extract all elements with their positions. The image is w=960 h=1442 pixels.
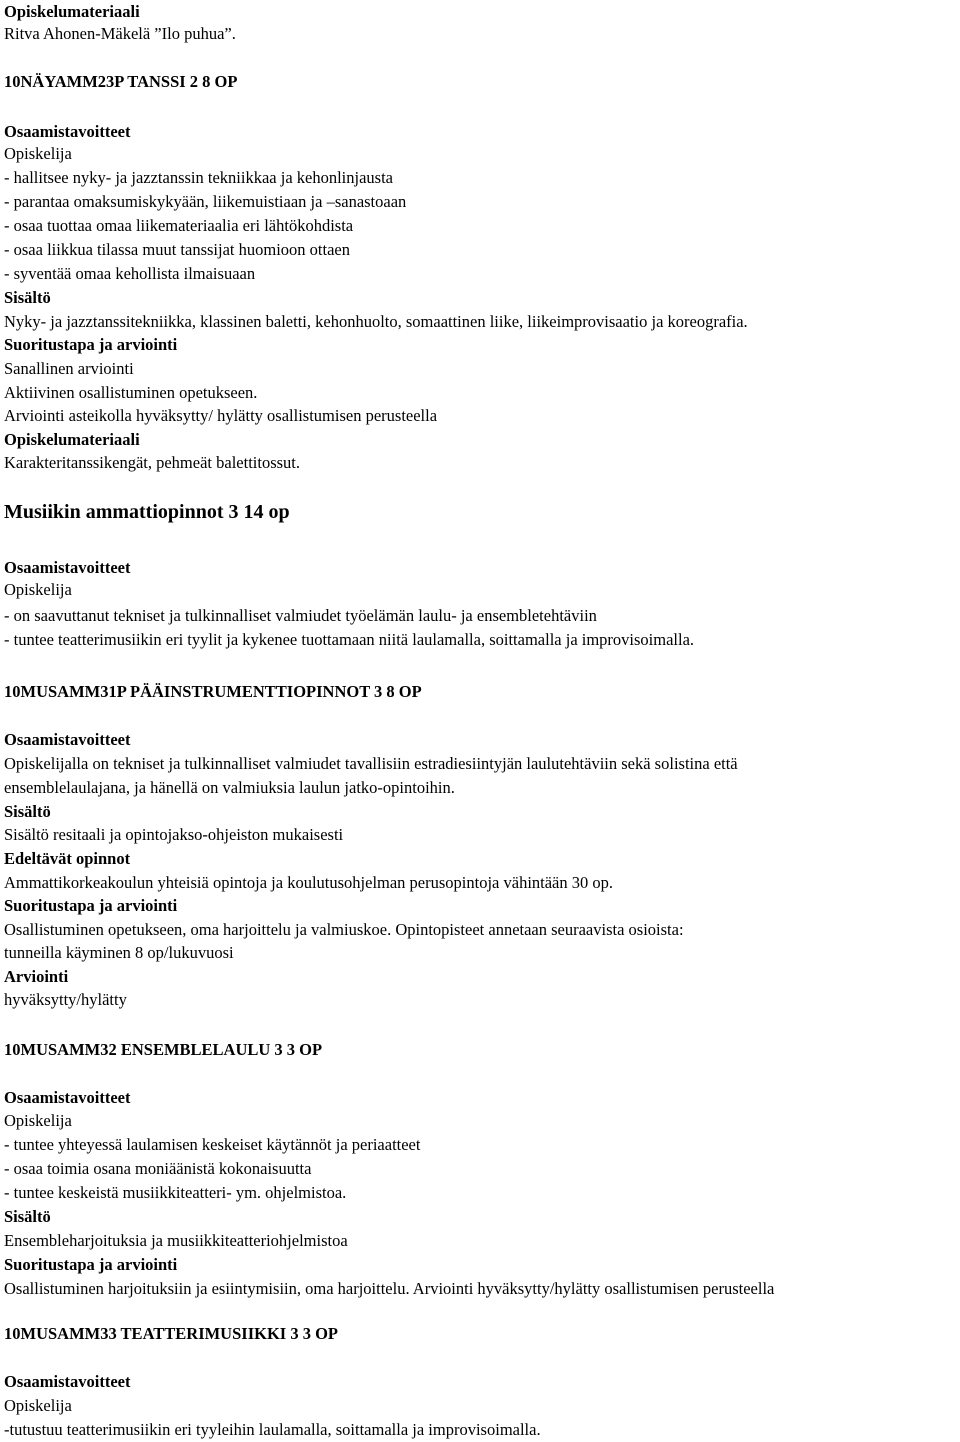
text-line: - tuntee yhteyessä laulamisen keskeiset käytännöt ja periaatteet xyxy=(4,1135,421,1154)
text-line: Karakteritanssikengät, pehmeät balettitossut. xyxy=(4,453,300,472)
course-heading: 10MUSAMM31P PÄÄINSTRUMENTTIOPINNOT 3 8 OP xyxy=(4,682,422,701)
subheading: Suoritustapa ja arviointi xyxy=(4,1255,178,1274)
subheading: Osaamistavoitteet xyxy=(4,558,131,577)
text-line: Aktiivinen osallistuminen opetukseen. xyxy=(4,383,258,402)
text-line: Ensembleharjoituksia ja musiikkiteatteriohjelmistoa xyxy=(4,1231,348,1250)
text-line: Ritva Ahonen-Mäkelä ”Ilo puhua”. xyxy=(4,24,236,43)
text-line: hyväksytty/hylätty xyxy=(4,990,127,1009)
text-line: Opiskelija xyxy=(4,144,72,163)
text-line: Osallistuminen harjoituksiin ja esiintymisiin, oma harjoittelu. Arviointi hyväksytty/hylätty osallistumisen perusteella xyxy=(4,1279,775,1298)
text-line: - osaa liikkua tilassa muut tanssijat huomioon ottaen xyxy=(4,240,350,259)
text-line: -tutustuu teatterimusiikin eri tyyleihin laulamalla, soittamalla ja improvisoimalla. xyxy=(4,1420,541,1439)
text-line: Arviointi asteikolla hyväksytty/ hylätty osallistumisen perusteella xyxy=(4,406,438,425)
subheading: Sisältö xyxy=(4,1207,51,1226)
text-line: - tuntee keskeistä musiikkiteatteri- ym. ohjelmistoa. xyxy=(4,1183,347,1202)
text-line: Ammattikorkeakoulun yhteisiä opintoja ja koulutusohjelman perusopintoja vähintään 30 op. xyxy=(4,873,614,892)
subheading: Osaamistavoitteet xyxy=(4,122,131,141)
course-heading: 10NÄYAMM23P TANSSI 2 8 OP xyxy=(4,72,238,91)
subheading: Sisältö xyxy=(4,288,51,307)
subheading: Osaamistavoitteet xyxy=(4,1088,131,1107)
section-heading: Musiikin ammattiopinnot 3 14 op xyxy=(4,501,290,523)
course-heading: 10MUSAMM33 TEATTERIMUSIIKKI 3 3 OP xyxy=(4,1324,338,1343)
text-line: - osaa toimia osana moniäänistä kokonaisuutta xyxy=(4,1159,312,1178)
text-line: Opiskelija xyxy=(4,580,72,599)
subheading: Suoritustapa ja arviointi xyxy=(4,896,178,915)
text-line: Sanallinen arviointi xyxy=(4,359,134,378)
text-line: - hallitsee nyky- ja jazztanssin tekniikkaa ja kehonlinjausta xyxy=(4,168,393,187)
text-line: - syventää omaa kehollista ilmaisuaan xyxy=(4,264,256,283)
subheading: Arviointi xyxy=(4,967,69,986)
text-line: - parantaa omaksumiskykyään, liikemuistiaan ja –sanastoaan xyxy=(4,192,407,211)
text-line: Sisältö resitaali ja opintojakso-ohjeiston mukaisesti xyxy=(4,825,344,844)
subheading: Suoritustapa ja arviointi xyxy=(4,335,178,354)
text-line: ensemblelaulajana, ja hänellä on valmiuksia laulun jatko-opintoihin. xyxy=(4,778,455,797)
subheading: Osaamistavoitteet xyxy=(4,730,131,749)
text-line: Osallistuminen opetukseen, oma harjoittelu ja valmiuskoe. Opintopisteet annetaan seuraavista osioista: xyxy=(4,920,684,939)
subheading: Edeltävät opinnot xyxy=(4,849,131,868)
text-line: - osaa tuottaa omaa liikemateriaalia eri lähtökohdista xyxy=(4,216,354,235)
subheading: Opiskelumateriaali xyxy=(4,2,140,21)
text-line: Nyky- ja jazztanssitekniikka, klassinen baletti, kehonhuolto, somaattinen liike, liikeimprovisaatio ja koreografia. xyxy=(4,312,748,331)
text-line: - on saavuttanut tekniset ja tulkinnalliset valmiudet työelämän laulu- ja ensembletehtäviin xyxy=(4,606,597,625)
text-line: Opiskelijalla on tekniset ja tulkinnalliset valmiudet tavallisiin estradiesiintyjän laulutehtäviin sekä solistina että xyxy=(4,754,738,773)
text-line: - tuntee teatterimusiikin eri tyylit ja kykenee tuottamaan niitä laulamalla, soittamalla ja improvisoimalla. xyxy=(4,630,695,649)
course-heading: 10MUSAMM32 ENSEMBLELAULU 3 3 OP xyxy=(4,1040,323,1059)
text-line: Opiskelija xyxy=(4,1111,72,1130)
subheading: Osaamistavoitteet xyxy=(4,1372,131,1391)
subheading: Opiskelumateriaali xyxy=(4,430,140,449)
subheading: Sisältö xyxy=(4,802,51,821)
text-line: Opiskelija xyxy=(4,1396,72,1415)
text-line: tunneilla käyminen 8 op/lukuvuosi xyxy=(4,943,234,962)
